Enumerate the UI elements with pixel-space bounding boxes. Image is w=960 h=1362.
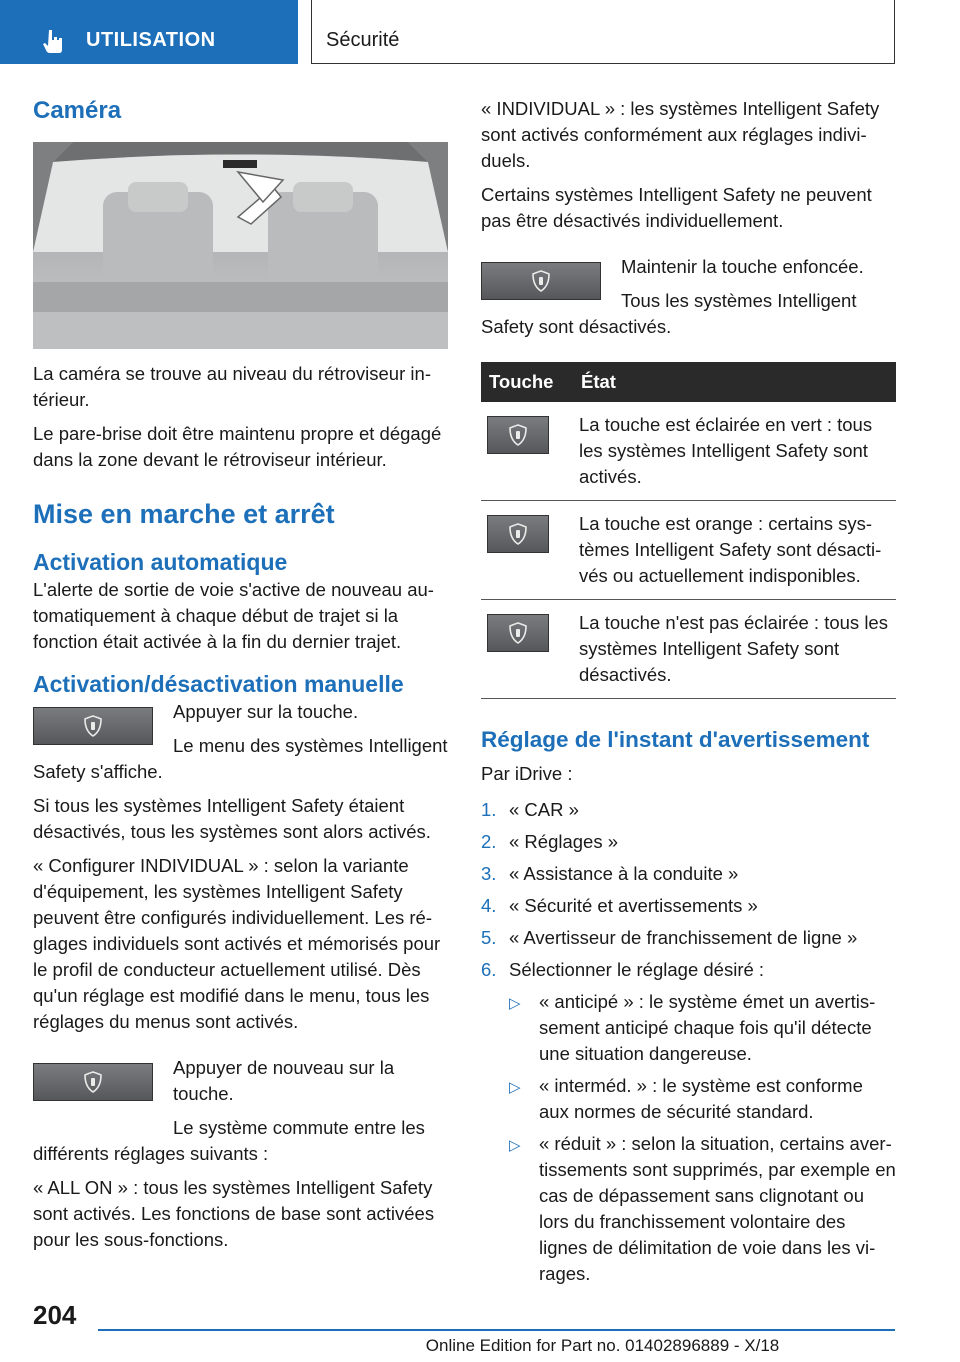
hold-line2: Tous les systèmes Intelligent Safety sont désactivés. xyxy=(481,290,857,337)
section-header xyxy=(311,0,895,64)
auto-activation-text: L'alerte de sortie de voie s'active de nouveau automatiquement à chaque début de trajet si la fonction était activée à la fin du dernier trajet. xyxy=(33,579,434,652)
warning-timing-heading: Réglage de l'instant d'avertissement xyxy=(481,727,870,752)
intelligent-safety-button-icon xyxy=(33,707,153,745)
intelligent-safety-button-off-icon xyxy=(487,614,549,652)
list-item: 3. « Assistance à la conduite » xyxy=(481,863,739,884)
camera-clean-text: Le pare-brise doit être maintenu propre et dégagé dans la zone devant le rétroviseur intérieur. xyxy=(33,423,442,470)
hand-pointer-icon xyxy=(40,28,66,54)
footer-edition: Online Edition for Part no. 01402896889 - X/18 xyxy=(425,1336,780,1355)
table-cell-state: La touche est éclairée en vert : tous les systèmes Intelligent Safety sont activés. xyxy=(573,402,896,501)
footer-divider xyxy=(98,1329,895,1331)
manual-all-activated-text: Si tous les systèmes Intelligent Safety étaient désactivés, tous les systèmes sont alors activés. xyxy=(33,795,431,842)
list-item: ▷ « réduit » : selon la situation, certains avertissements sont supprimés, par exemple en cas de dépassement sans clignotant ou lors du franchissement volontaire des lignes de délimitation de voie dans les virages. xyxy=(509,1133,896,1284)
car-interior-illustration xyxy=(33,142,448,349)
manual-individual-text: « Configurer INDIVIDUAL » : selon la variante d'équipement, les systèmes Intelligent Safety peuvent être configurés individuellement. Les réglages individuels sont activés et mémorisés pour le profil de conducteur actuellement utilisé. Dès qu'un réglage est modifié dans le menu, tous les réglages du menus sont activés. xyxy=(33,855,441,1032)
manual-step-press-line1: Appuyer sur la touche. xyxy=(173,701,359,722)
hold-button-step xyxy=(481,254,896,340)
manual-step-press xyxy=(33,699,448,785)
chapter-tab xyxy=(0,0,298,64)
individual-text: « INDIVIDUAL » : les systèmes Intelligent Safety sont activés conformément aux réglages individuels. xyxy=(481,98,880,171)
triangle-bullet-icon: ▷ xyxy=(509,995,521,1012)
manual-step-again-line2: Le système commute entre les différents réglages suivants : xyxy=(33,1117,425,1164)
table-row xyxy=(481,402,896,501)
list-item: 4. « Sécurité et avertissements » xyxy=(481,895,758,916)
list-item: 6. Sélectionner le réglage désiré : ▷ « anticipé » : le système émet un avertissement anticipé chaque fois qu'il détecte une situation dangereuse. ▷ « interméd. » : le système est conforme aux normes de sécurité standard. ▷ « réduit » : selon la situation, certains avertissements sont supprimés, par exemple en cas de dépassement sans clignotant ou lors du franchissement volontaire des lignes de délimitation de voie dans les virages. xyxy=(481,957,896,1287)
camera-heading: Caméra xyxy=(33,97,122,124)
warning-options-list xyxy=(509,989,896,1287)
intelligent-safety-button-green-icon xyxy=(487,416,549,454)
table-row xyxy=(481,600,896,699)
list-item: ▷ « interméd. » : le système est conforme aux normes de sécurité standard. xyxy=(509,1075,863,1122)
table-header-button: Touche xyxy=(481,362,573,402)
table-cell-state: La touche n'est pas éclairée : tous les systèmes Intelligent Safety sont désactivés. xyxy=(573,600,896,699)
cannot-deactivate-text: Certains systèmes Intelligent Safety ne peuvent pas être désactivés individuellement. xyxy=(481,184,872,231)
camera-location-photo xyxy=(33,142,448,349)
button-state-table xyxy=(481,362,896,699)
list-item: 2. « Réglages » xyxy=(481,831,619,852)
list-item: ▷ « anticipé » : le système émet un avertissement anticipé chaque fois qu'il détecte une situation dangereuse. xyxy=(509,991,876,1064)
list-item: 5. « Avertisseur de franchissement de ligne » xyxy=(481,927,858,948)
manual-step-press-line2: Le menu des systèmes Intelligent Safety s'affiche. xyxy=(33,735,448,782)
triangle-bullet-icon: ▷ xyxy=(509,1079,521,1096)
left-column xyxy=(33,96,448,1261)
manual-step-press-again xyxy=(33,1055,448,1167)
onoff-heading: Mise en marche et arrêt xyxy=(33,499,335,529)
idrive-intro: Par iDrive : xyxy=(481,763,573,784)
table-row xyxy=(481,501,896,600)
manual-activation-heading: Activation/désactivation manuelle xyxy=(33,671,404,697)
chapter-title: UTILISATION xyxy=(86,29,216,51)
page-number: 204 xyxy=(33,1300,77,1330)
list-item: 1. « CAR » xyxy=(481,799,579,820)
auto-activation-heading: Activation automatique xyxy=(33,549,288,575)
section-title: Sécurité xyxy=(326,29,400,51)
hold-line1: Maintenir la touche enfoncée. xyxy=(621,256,864,277)
table-header-row xyxy=(481,362,896,402)
intelligent-safety-button-orange-icon xyxy=(487,515,549,553)
intelligent-safety-button-icon xyxy=(33,1063,153,1101)
triangle-bullet-icon: ▷ xyxy=(509,1137,521,1154)
manual-step-again-line1: Appuyer de nouveau sur la touche. xyxy=(173,1057,395,1104)
table-cell-state: La touche est orange : certains systèmes Intelligent Safety sont désactivés ou actuellement indisponibles. xyxy=(573,501,896,600)
idrive-steps-list xyxy=(481,797,896,1287)
intelligent-safety-button-icon xyxy=(481,262,601,300)
all-on-text: « ALL ON » : tous les systèmes Intelligent Safety sont activés. Les fonctions de base sont activées pour les sous-fonctions. xyxy=(33,1177,435,1250)
right-column xyxy=(481,96,896,1293)
table-header-state: État xyxy=(573,362,896,402)
camera-location-text: La caméra se trouve au niveau du rétroviseur intérieur. xyxy=(33,363,431,410)
